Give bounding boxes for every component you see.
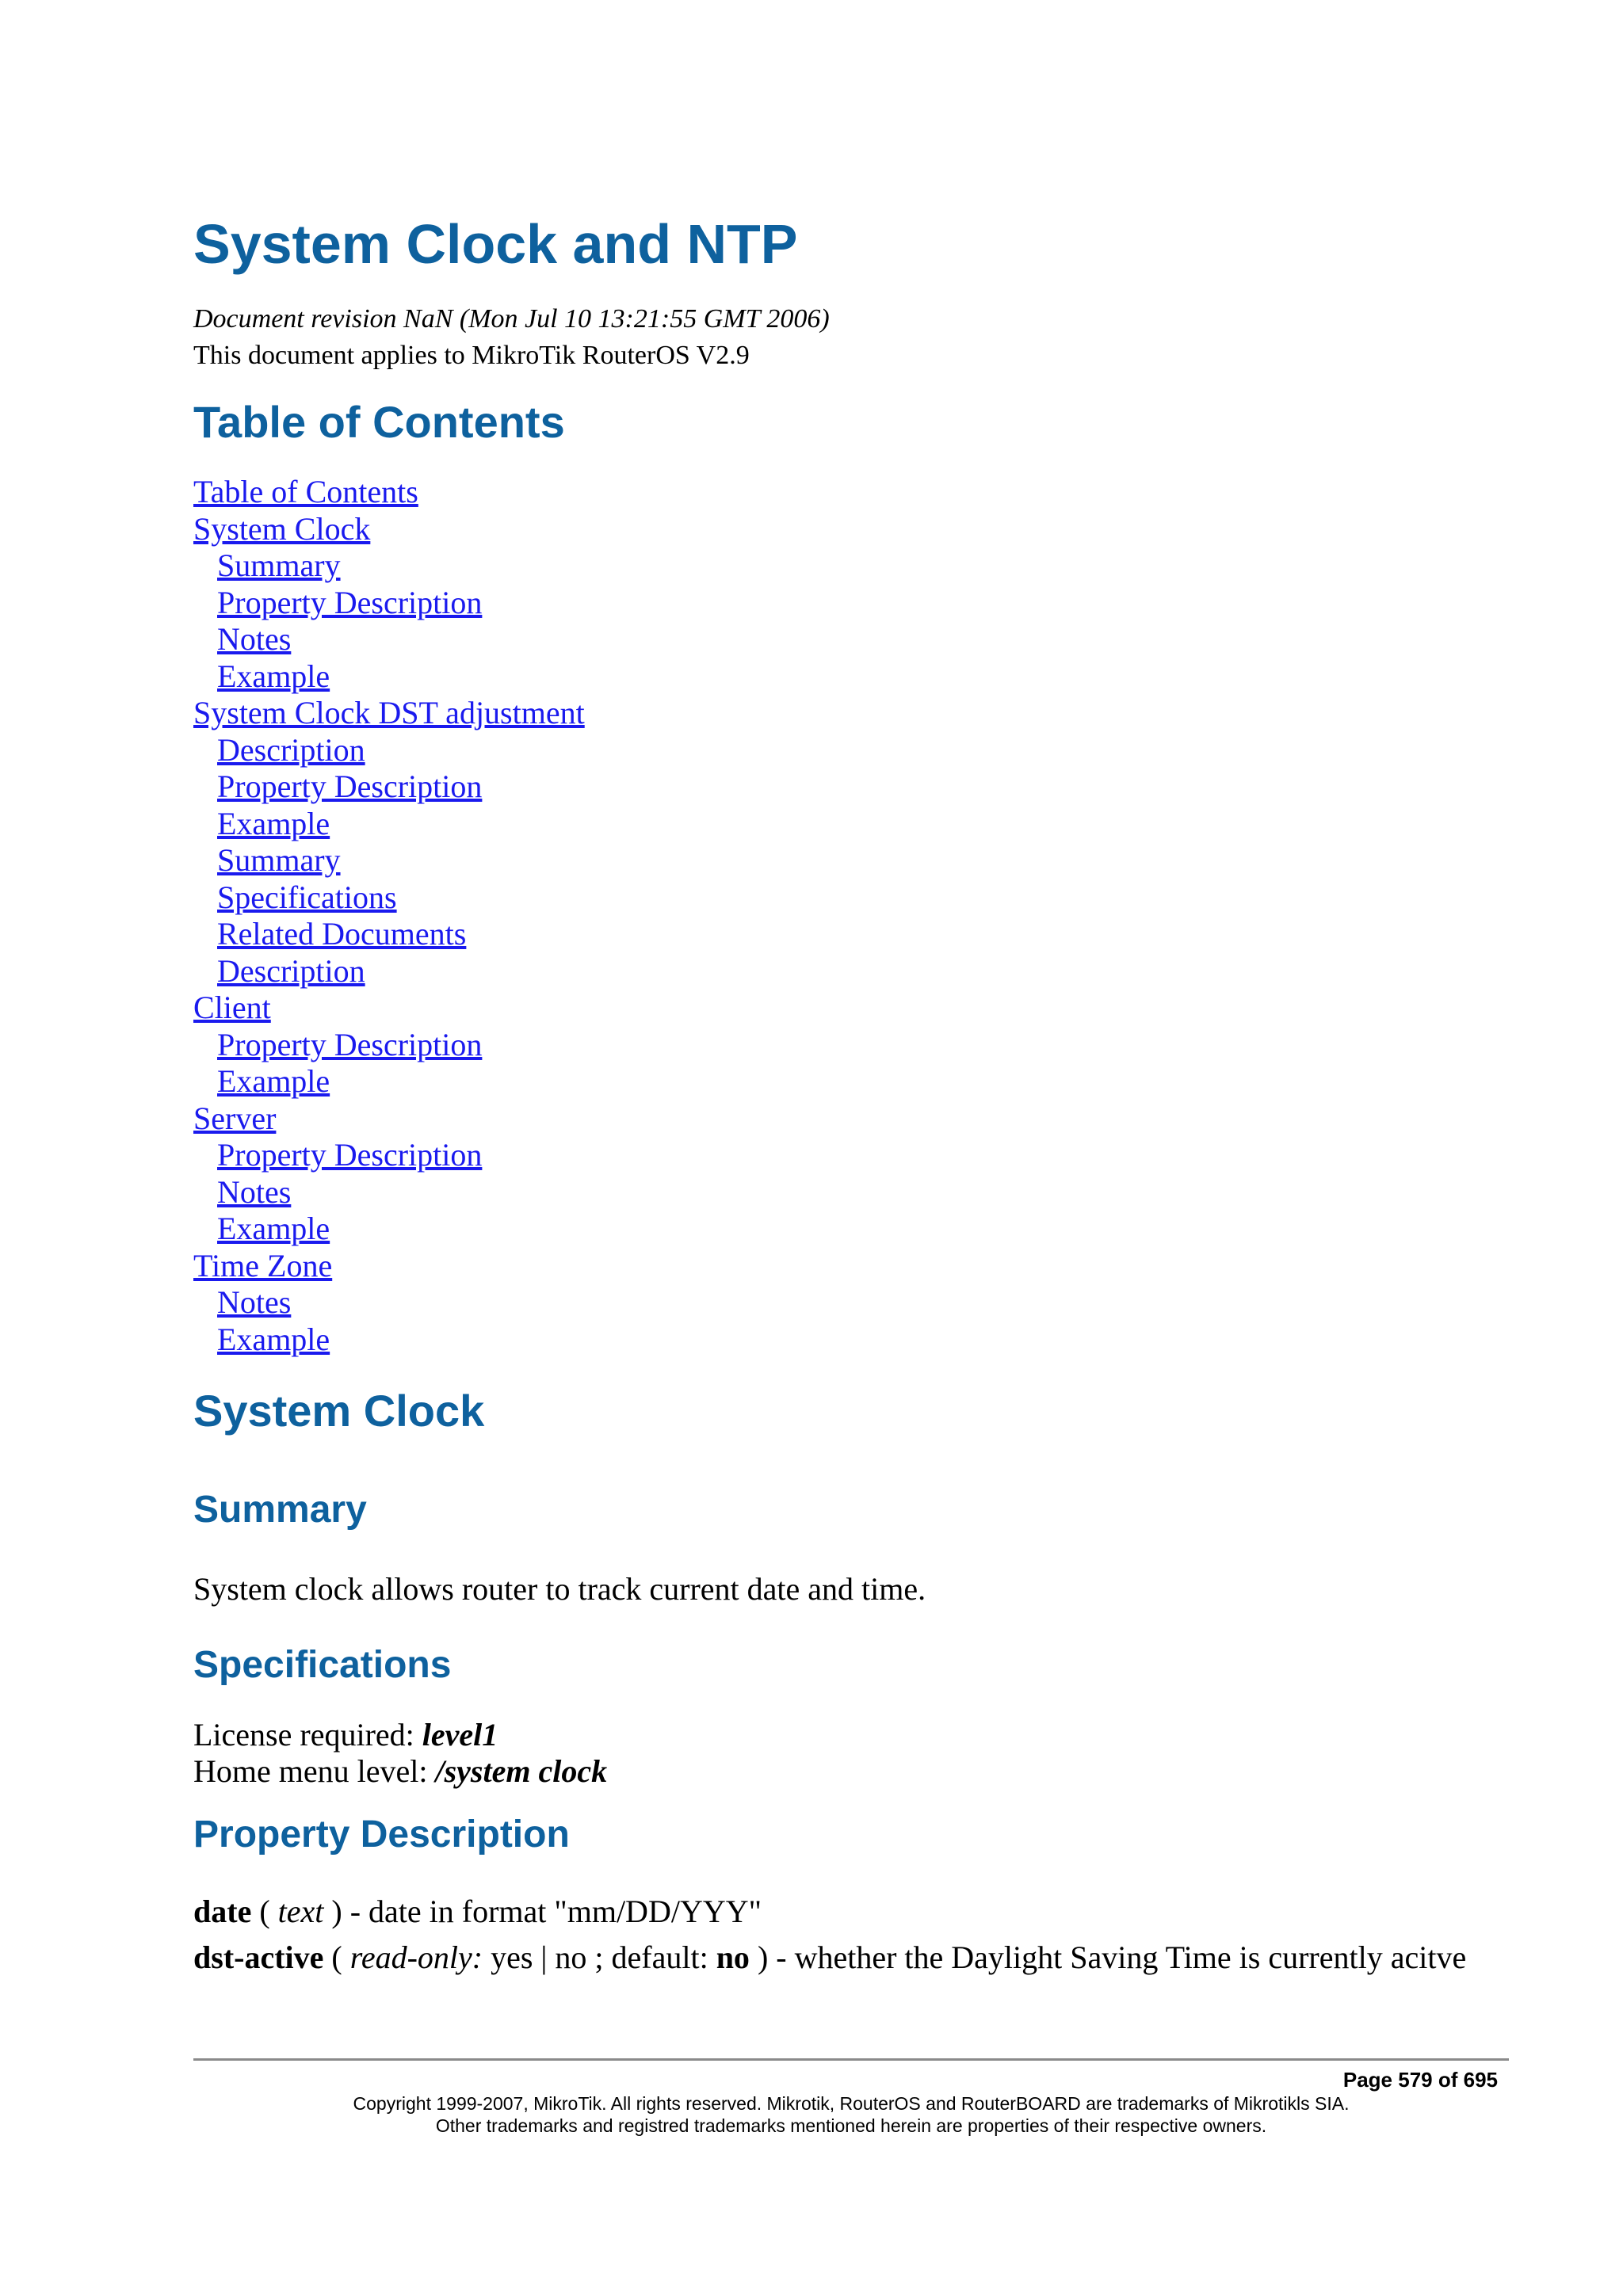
toc-link[interactable]: System Clock DST adjustment: [193, 695, 585, 730]
table-of-contents: [193, 474, 585, 1358]
applies-note: This document applies to MikroTik RouterOS V2.9: [193, 341, 750, 370]
toc-link[interactable]: Example: [217, 805, 330, 841]
toc-link[interactable]: Description: [217, 952, 365, 989]
toc-link[interactable]: Time Zone: [193, 1247, 333, 1283]
property-description-heading: Property Description: [193, 1814, 570, 1855]
toc-link[interactable]: Related Documents: [217, 916, 467, 952]
property-desc: ) - date in format "mm/DD/YYY": [323, 1894, 762, 1929]
toc-link[interactable]: Property Description: [217, 1026, 483, 1062]
summary-text: System clock allows router to track current date and time.: [193, 1571, 926, 1607]
menu-level-value: /system clock: [435, 1753, 608, 1789]
toc-link[interactable]: Description: [217, 731, 365, 768]
copyright-line-1: Copyright 1999-2007, MikroTik. All rights reserved. Mikrotik, RouterOS and RouterBOARD are trademarks of Mikrotikls SIA.: [353, 2093, 1350, 2114]
license-value: level1: [422, 1717, 498, 1753]
toc-link[interactable]: Example: [217, 658, 330, 694]
toc-link[interactable]: Table of Contents: [193, 474, 418, 509]
toc-link[interactable]: Example: [217, 1063, 330, 1099]
toc-link[interactable]: Summary: [217, 547, 341, 583]
page-title: System Clock and NTP: [193, 213, 798, 275]
toc-link[interactable]: Property Description: [217, 769, 483, 804]
property-date: date ( text ) - date in format "mm/DD/YYY": [193, 1894, 762, 1929]
specifications-heading: Specifications: [193, 1644, 452, 1686]
summary-heading: Summary: [193, 1489, 367, 1531]
toc-heading: Table of Contents: [193, 397, 565, 447]
license-line: [193, 1716, 498, 1753]
property-dst-active: dst-active ( read-only: yes | no ; default: no ) - whether the Daylight Saving Time is currently acitve: [193, 1939, 1467, 1975]
property-default: no: [716, 1939, 750, 1975]
license-label: License required:: [193, 1717, 422, 1753]
menu-level-line: [193, 1753, 607, 1790]
property-name: date: [193, 1894, 252, 1929]
toc-link[interactable]: Example: [217, 1321, 330, 1357]
footer-divider: [193, 2058, 1509, 2061]
toc-link[interactable]: Specifications: [217, 879, 397, 915]
property-type: text: [277, 1894, 324, 1929]
property-name: dst-active: [193, 1939, 324, 1975]
toc-link[interactable]: Example: [217, 1211, 330, 1246]
section-heading-system-clock: System Clock: [193, 1386, 485, 1436]
toc-link[interactable]: Notes: [217, 1284, 292, 1320]
toc-link[interactable]: Server: [193, 1100, 277, 1136]
document-revision: Document revision NaN (Mon Jul 10 13:21:55 GMT 2006): [193, 304, 830, 334]
property-type: read-only:: [349, 1939, 483, 1975]
toc-link[interactable]: Client: [193, 990, 271, 1025]
toc-link[interactable]: Property Description: [217, 584, 483, 620]
toc-link[interactable]: System Clock: [193, 510, 371, 547]
copyright-line-2: Other trademarks and registred trademarks mentioned herein are properties of their respective owners.: [435, 2115, 1267, 2136]
toc-link[interactable]: Property Description: [217, 1137, 483, 1173]
toc-link[interactable]: Notes: [217, 1173, 292, 1210]
page-number: Page 579 of 695: [1342, 2068, 1498, 2092]
property-desc: ) - whether the Daylight Saving Time is currently acitve: [749, 1939, 1467, 1975]
menu-level-label: Home menu level:: [193, 1753, 436, 1789]
toc-link[interactable]: Notes: [217, 621, 292, 657]
toc-link[interactable]: Summary: [217, 842, 341, 878]
